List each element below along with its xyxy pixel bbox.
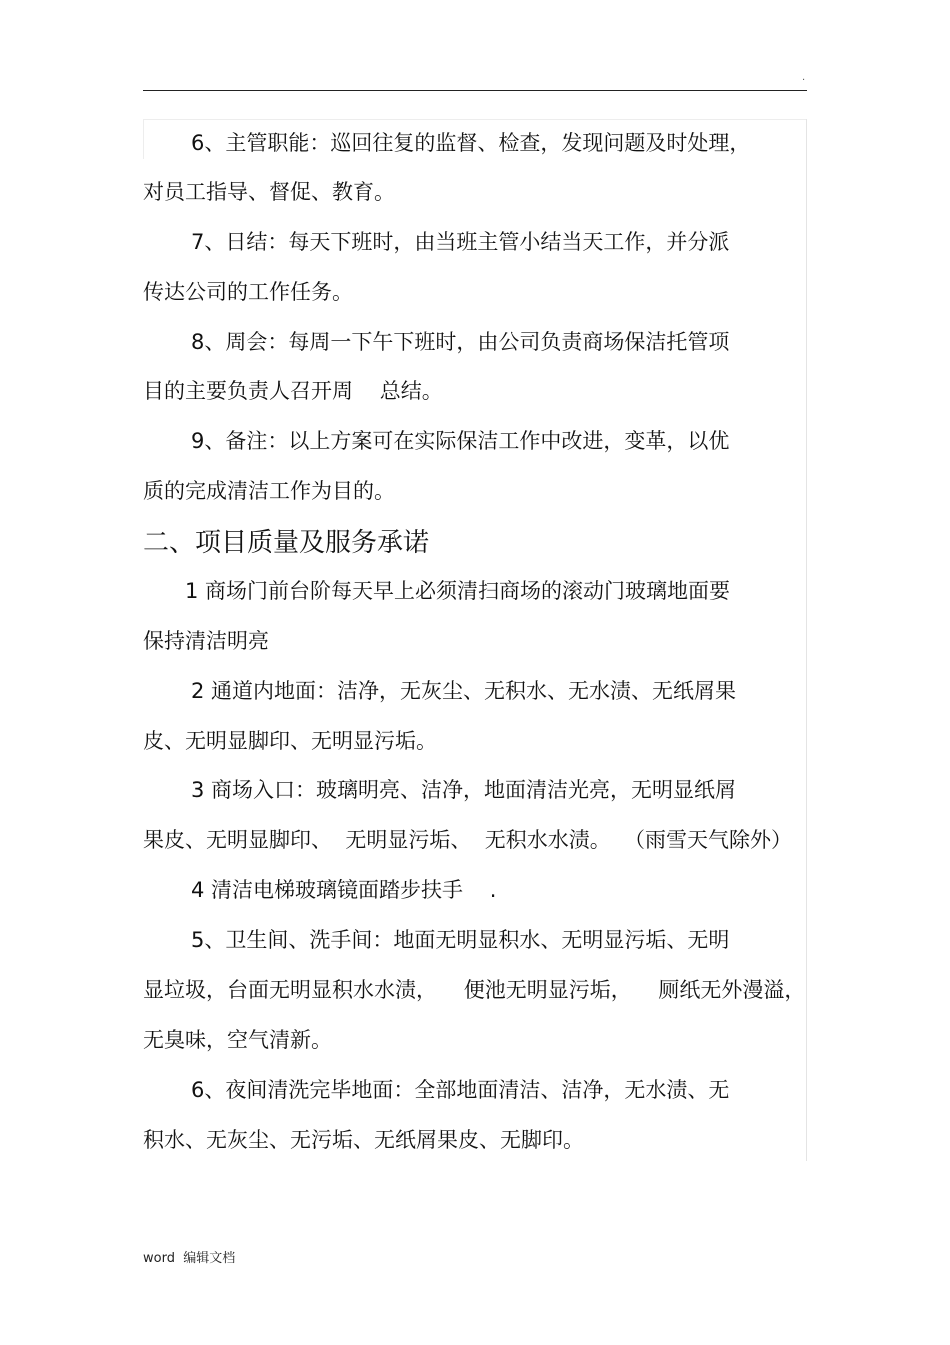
section-heading: 二、项目质量及服务承诺 <box>143 528 430 558</box>
standard-5-line-3: 无臭味，空气清新。 <box>143 1028 332 1052</box>
standard-6-line-1: 6、夜间清洗完毕地面：全部地面清洁、洁净，无水渍、无 <box>191 1078 730 1102</box>
standard-6-line-2: 积水、无灰尘、无污垢、无纸屑果皮、无脚印。 <box>143 1128 584 1152</box>
item-9-line-2: 质的完成清洁工作为目的。 <box>143 479 395 503</box>
standard-2-line-2: 皮、无明显脚印、无明显污垢。 <box>143 729 437 753</box>
item-7-line-2: 传达公司的工作任务。 <box>143 280 353 304</box>
item-7-line-1: 7、日结：每天下班时，由当班主管小结当天工作，并分派 <box>191 230 730 254</box>
footer-label: word 编辑文档 <box>143 1251 236 1266</box>
standard-1-line-2: 保持清洁明亮 <box>143 629 269 653</box>
item-6-line-1: 6、主管职能：巡回往复的监督、检查，发现问题及时处理， <box>191 131 751 155</box>
standard-1-line-1: 1 商场门前台阶每天早上必须清扫商场的滚动门玻璃地面要 <box>185 579 731 603</box>
item-6-line-2: 对员工指导、督促、教育。 <box>143 180 395 204</box>
header-dot: . <box>802 72 806 83</box>
standard-4-line-1: 4 清洁电梯玻璃镜面踏步扶手 . <box>191 878 497 902</box>
item-9-line-1: 9、备注：以上方案可在实际保洁工作中改进，变革，以优 <box>191 429 730 453</box>
text-frame-right-border <box>806 119 807 1161</box>
standard-5-line-1: 5、卫生间、洗手间：地面无明显积水、无明显污垢、无明 <box>191 928 730 952</box>
item-8-line-2: 目的主要负责人召开周 总结。 <box>143 379 443 403</box>
standard-2-line-1: 2 通道内地面：洁净，无灰尘、无积水、无水渍、无纸屑果 <box>191 679 737 703</box>
header-rule <box>143 90 807 91</box>
item-8-line-1: 8、周会：每周一下午下班时，由公司负责商场保洁托管项 <box>191 330 730 354</box>
text-frame-top-border <box>143 119 807 120</box>
text-frame-left-border <box>143 119 144 159</box>
standard-3-line-2: 果皮、无明显脚印、 无明显污垢、 无积水水渍。 （雨雪天气除外） <box>143 828 793 852</box>
standard-3-line-1: 3 商场入口：玻璃明亮、洁净，地面清洁光亮，无明显纸屑 <box>191 778 737 802</box>
standard-5-line-2: 显垃圾，台面无明显积水水渍， 便池无明显污垢， 厕纸无外漫溢， <box>143 978 806 1002</box>
